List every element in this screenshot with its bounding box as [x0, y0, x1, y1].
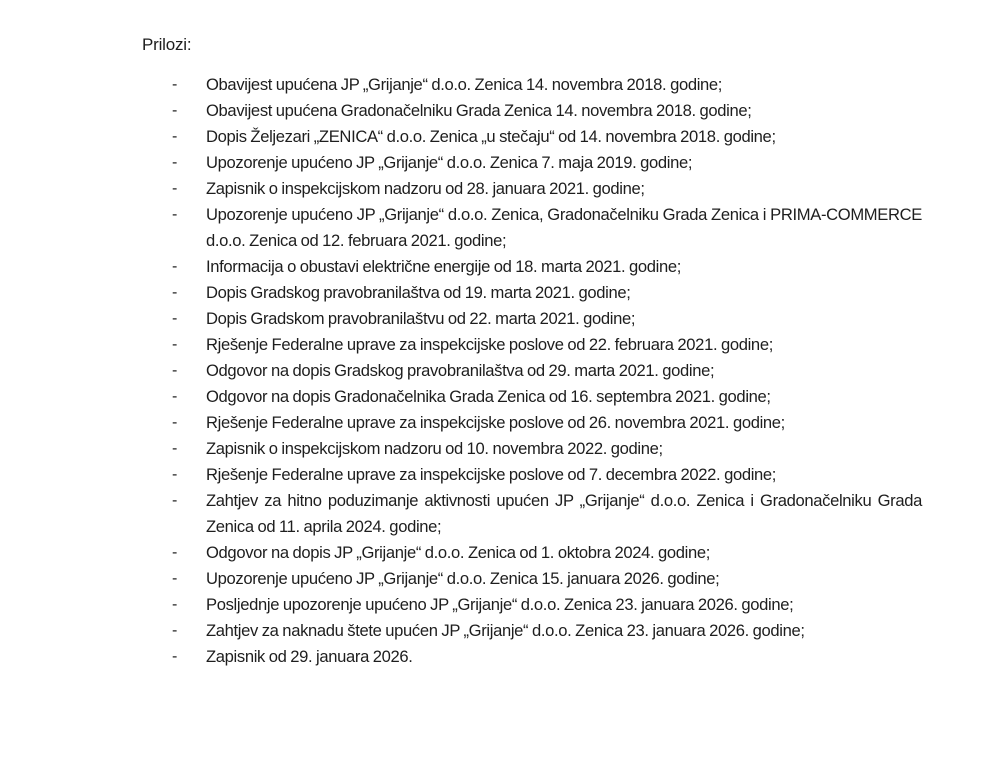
bullet-dash: - — [172, 310, 177, 327]
bullet-dash: - — [172, 466, 177, 483]
bullet-dash: - — [172, 570, 177, 587]
list-item — [170, 332, 922, 358]
list-item-text: Rješenje Federalne uprave za inspekcijske poslove od 22. februara 2021. godine; — [206, 335, 773, 354]
list-item-text: Zapisnik od 29. januara 2026. — [206, 647, 413, 666]
list-item-text: Posljednje upozorenje upućeno JP „Grijanje“ d.o.o. Zenica 23. januara 2026. godine; — [206, 595, 794, 614]
bullet-dash: - — [172, 76, 177, 93]
list-item — [170, 202, 922, 254]
list-item-text: Informacija o obustavi električne energije od 18. marta 2021. godine; — [206, 257, 681, 276]
bullet-dash: - — [172, 258, 177, 275]
bullet-dash: - — [172, 284, 177, 301]
bullet-dash: - — [172, 102, 177, 119]
list-item-text: Upozorenje upućeno JP „Grijanje“ d.o.o. Zenica, Gradonačelniku Grada Zenica i PRIMA-COMMERCE d.o.o. Zenica od 12. februara 2021. godine; — [206, 205, 922, 250]
bullet-dash: - — [172, 648, 177, 665]
list-item — [170, 592, 922, 618]
list-item — [170, 618, 922, 644]
list-item — [170, 410, 922, 436]
bullet-dash: - — [172, 388, 177, 405]
list-item — [170, 72, 922, 98]
list-item — [170, 176, 922, 202]
list-item — [170, 280, 922, 306]
list-item — [170, 566, 922, 592]
bullet-dash: - — [172, 206, 177, 223]
bullet-dash: - — [172, 492, 177, 509]
bullet-dash: - — [172, 414, 177, 431]
bullet-dash: - — [172, 180, 177, 197]
list-item — [170, 98, 922, 124]
list-item-text: Dopis Gradskog pravobranilaštva od 19. marta 2021. godine; — [206, 283, 631, 302]
bullet-dash: - — [172, 596, 177, 613]
list-item-text: Obavijest upućena JP „Grijanje“ d.o.o. Zenica 14. novembra 2018. godine; — [206, 75, 723, 94]
list-item-text: Zapisnik o inspekcijskom nadzoru od 10. novembra 2022. godine; — [206, 439, 663, 458]
attachments-list — [170, 72, 922, 670]
list-item-text: Zahtjev za hitno poduzimanje aktivnosti upućen JP „Grijanje“ d.o.o. Zenica i Gradonačelniku Grada Zenica od 11. aprila 2024. godine; — [206, 491, 922, 536]
list-item — [170, 540, 922, 566]
attachments-heading: Prilozi: — [142, 35, 192, 54]
list-item — [170, 124, 922, 150]
bullet-dash: - — [172, 544, 177, 561]
bullet-dash: - — [172, 336, 177, 353]
list-item-text: Obavijest upućena Gradonačelniku Grada Zenica 14. novembra 2018. godine; — [206, 101, 752, 120]
bullet-dash: - — [172, 362, 177, 379]
list-item — [170, 462, 922, 488]
list-item-text: Upozorenje upućeno JP „Grijanje“ d.o.o. Zenica 15. januara 2026. godine; — [206, 569, 720, 588]
list-item-text: Rješenje Federalne uprave za inspekcijske poslove od 7. decembra 2022. godine; — [206, 465, 777, 484]
list-item-text: Zahtjev za naknadu štete upućen JP „Grijanje“ d.o.o. Zenica 23. januara 2026. godine; — [206, 621, 805, 640]
list-item-text: Dopis Željezari „ZENICA“ d.o.o. Zenica „u stečaju“ od 14. novembra 2018. godine; — [206, 127, 776, 146]
list-item-text: Odgovor na dopis Gradonačelnika Grada Zenica od 16. septembra 2021. godine; — [206, 387, 771, 406]
bullet-dash: - — [172, 128, 177, 145]
list-item-text: Odgovor na dopis JP „Grijanje“ d.o.o. Zenica od 1. oktobra 2024. godine; — [206, 543, 711, 562]
list-item — [170, 358, 922, 384]
list-item-text: Upozorenje upućeno JP „Grijanje“ d.o.o. Zenica 7. maja 2019. godine; — [206, 153, 693, 172]
list-item-text: Odgovor na dopis Gradskog pravobranilaštva od 29. marta 2021. godine; — [206, 361, 715, 380]
list-item-text: Zapisnik o inspekcijskom nadzoru od 28. januara 2021. godine; — [206, 179, 645, 198]
list-item — [170, 436, 922, 462]
list-item-text: Rješenje Federalne uprave za inspekcijske poslove od 26. novembra 2021. godine; — [206, 413, 785, 432]
bullet-dash: - — [172, 154, 177, 171]
list-item-text: Dopis Gradskom pravobranilaštvu od 22. marta 2021. godine; — [206, 309, 636, 328]
bullet-dash: - — [172, 622, 177, 639]
list-item — [170, 254, 922, 280]
list-item — [170, 488, 922, 540]
list-item — [170, 644, 922, 670]
bullet-dash: - — [172, 440, 177, 457]
list-item — [170, 384, 922, 410]
list-item — [170, 306, 922, 332]
list-item — [170, 150, 922, 176]
